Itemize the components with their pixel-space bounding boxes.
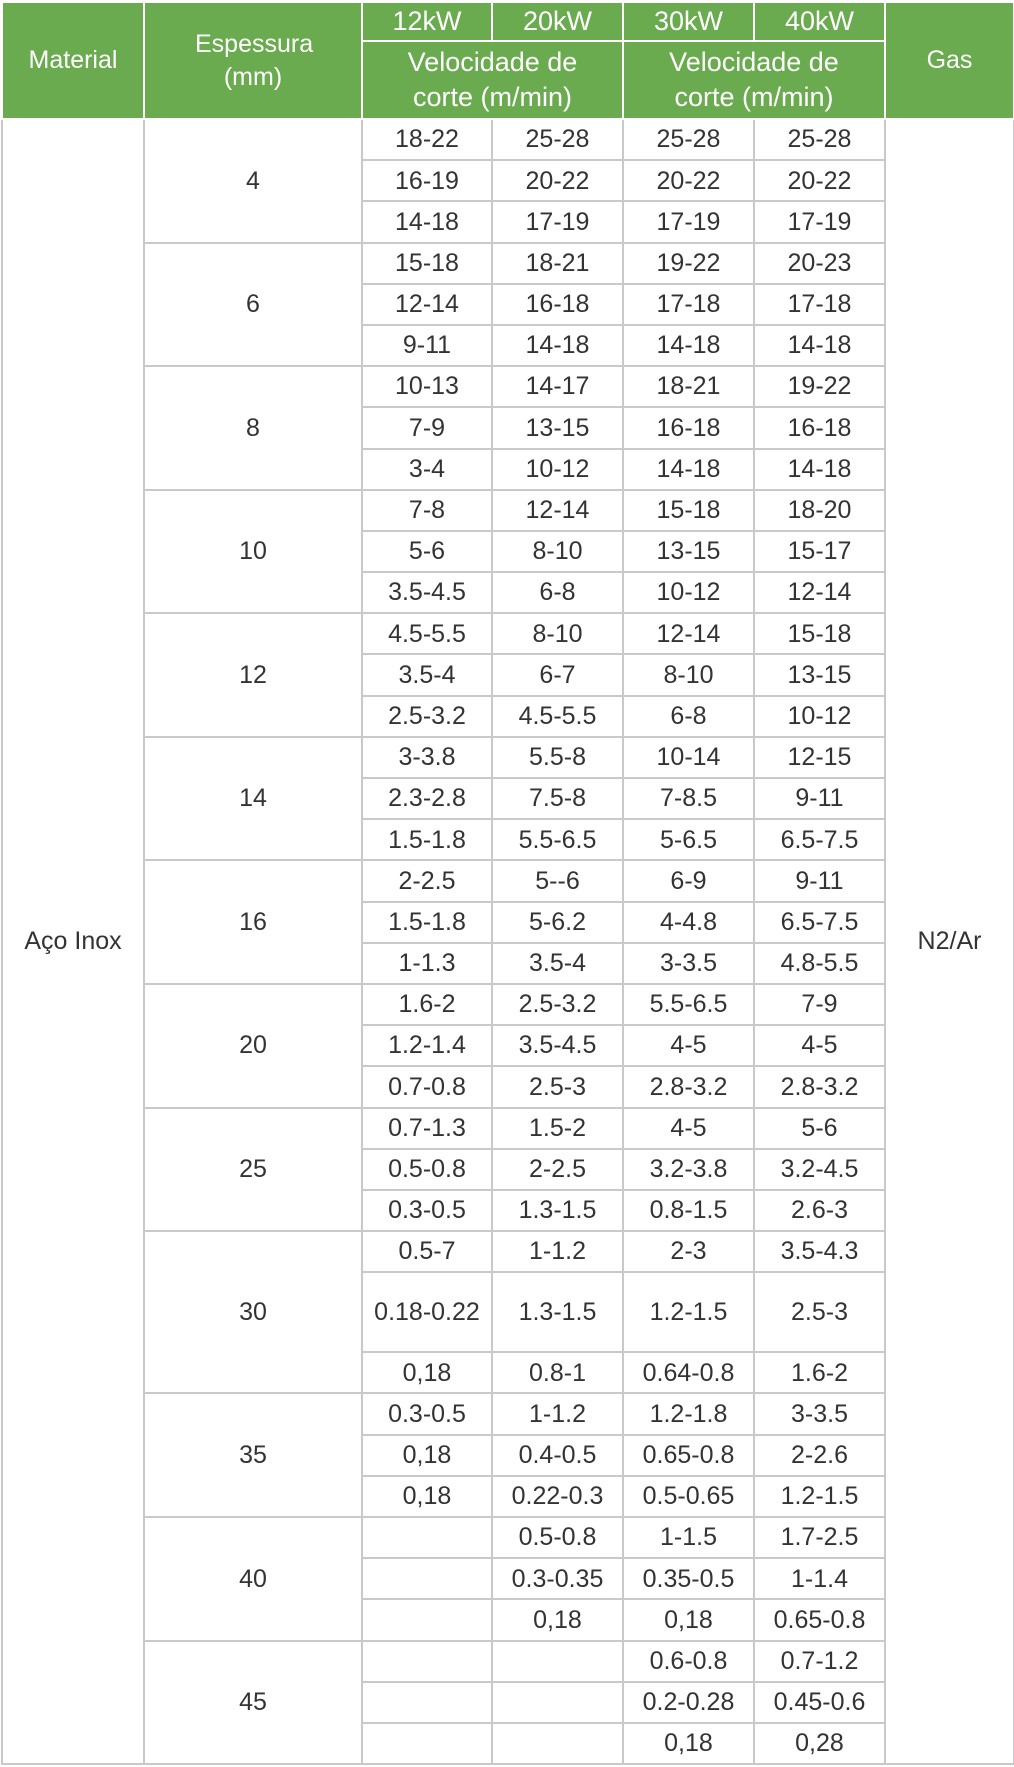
speed-cell: 4.5-5.5 — [362, 613, 492, 654]
speed-cell: 16-19 — [362, 160, 492, 201]
speed-cell: 3.5-4.3 — [754, 1231, 885, 1272]
speed-cell: 16-18 — [754, 407, 885, 448]
speed-cell: 0.8-1.5 — [623, 1190, 754, 1231]
speed-cell: 9-11 — [754, 860, 885, 901]
speed-cell: 7.5-8 — [492, 778, 623, 819]
speed-cell: 3.2-4.5 — [754, 1149, 885, 1190]
speed-cell: 5.5-8 — [492, 737, 623, 778]
speed-cell: 14-18 — [362, 201, 492, 242]
table-row — [2, 737, 1014, 778]
speed-cell: 0.7-0.8 — [362, 1066, 492, 1107]
speed-cell — [492, 1723, 623, 1764]
speed-cell: 2.5-3.2 — [492, 984, 623, 1025]
speed-cell: 6.5-7.5 — [754, 819, 885, 860]
speed-cell: 1.6-2 — [754, 1352, 885, 1393]
speed-cell: 0.8-1 — [492, 1352, 623, 1393]
speed-cell: 0.3-0.5 — [362, 1393, 492, 1434]
thickness-cell: 16 — [144, 860, 362, 984]
table-row — [2, 1393, 1014, 1434]
speed-cell: 12-14 — [754, 572, 885, 613]
speed-cell: 17-19 — [623, 201, 754, 242]
speed-cell: 4-4.8 — [623, 902, 754, 943]
speed-cell: 7-9 — [362, 407, 492, 448]
speed-cell: 2.6-3 — [754, 1190, 885, 1231]
speed-cell: 18-21 — [623, 366, 754, 407]
speed-cell: 1-1.4 — [754, 1558, 885, 1599]
speed-cell — [362, 1558, 492, 1599]
speed-cell: 5.5-6.5 — [623, 984, 754, 1025]
speed-cell: 1-1.2 — [492, 1393, 623, 1434]
speed-cell: 20-22 — [623, 160, 754, 201]
thickness-cell: 6 — [144, 243, 362, 367]
table-row — [2, 613, 1014, 654]
speed-cell: 0,18 — [362, 1435, 492, 1476]
header-speed-b: Velocidade de corte (m/min) — [623, 41, 885, 119]
table-row — [2, 366, 1014, 407]
cutting-speed-table — [1, 1, 1014, 1765]
header-power-40kw: 40kW — [754, 2, 885, 41]
speed-cell: 4-5 — [623, 1108, 754, 1149]
speed-cell: 20-23 — [754, 243, 885, 284]
speed-cell: 17-19 — [754, 201, 885, 242]
speed-cell: 10-12 — [754, 696, 885, 737]
speed-cell: 25-28 — [754, 119, 885, 160]
speed-cell: 5.5-6.5 — [492, 819, 623, 860]
speed-cell: 17-18 — [623, 284, 754, 325]
speed-cell: 9-11 — [754, 778, 885, 819]
speed-cell: 8-10 — [492, 613, 623, 654]
speed-cell: 12-14 — [492, 490, 623, 531]
speed-cell — [362, 1682, 492, 1723]
speed-cell: 5-6 — [754, 1108, 885, 1149]
speed-cell: 10-12 — [492, 449, 623, 490]
speed-cell: 0.22-0.3 — [492, 1476, 623, 1517]
thickness-cell: 45 — [144, 1641, 362, 1765]
speed-cell: 13-15 — [754, 654, 885, 695]
speed-cell: 2.3-2.8 — [362, 778, 492, 819]
speed-cell: 5-6.2 — [492, 902, 623, 943]
speed-cell: 14-18 — [492, 325, 623, 366]
speed-cell: 1.3-1.5 — [492, 1190, 623, 1231]
speed-cell: 15-17 — [754, 531, 885, 572]
speed-cell: 2.5-3 — [492, 1066, 623, 1107]
speed-cell: 20-22 — [754, 160, 885, 201]
thickness-cell: 30 — [144, 1231, 362, 1393]
speed-cell: 2.5-3 — [754, 1272, 885, 1352]
speed-cell: 0.7-1.3 — [362, 1108, 492, 1149]
speed-cell: 3.2-3.8 — [623, 1149, 754, 1190]
speed-cell: 3-3.5 — [754, 1393, 885, 1434]
header-power-20kw: 20kW — [492, 2, 623, 41]
speed-cell: 13-15 — [623, 531, 754, 572]
speed-cell: 0,18 — [623, 1599, 754, 1640]
speed-cell: 25-28 — [623, 119, 754, 160]
thickness-cell: 14 — [144, 737, 362, 861]
speed-cell: 3.5-4.5 — [492, 1025, 623, 1066]
thickness-cell: 40 — [144, 1517, 362, 1641]
speed-cell — [362, 1599, 492, 1640]
speed-cell: 3-4 — [362, 449, 492, 490]
table-row — [2, 1641, 1014, 1682]
speed-cell: 4-5 — [623, 1025, 754, 1066]
speed-cell: 10-13 — [362, 366, 492, 407]
speed-cell: 14-17 — [492, 366, 623, 407]
speed-cell: 2-3 — [623, 1231, 754, 1272]
speed-cell — [492, 1641, 623, 1682]
speed-cell: 2.8-3.2 — [754, 1066, 885, 1107]
speed-cell: 17-19 — [492, 201, 623, 242]
speed-cell: 15-18 — [754, 613, 885, 654]
speed-cell: 15-18 — [362, 243, 492, 284]
speed-cell: 0,18 — [362, 1352, 492, 1393]
speed-cell: 19-22 — [754, 366, 885, 407]
speed-cell: 1.7-2.5 — [754, 1517, 885, 1558]
speed-cell: 12-14 — [623, 613, 754, 654]
speed-cell: 0,18 — [623, 1723, 754, 1764]
speed-cell: 1.3-1.5 — [492, 1272, 623, 1352]
speed-cell: 1.2-1.4 — [362, 1025, 492, 1066]
speed-cell: 1.5-2 — [492, 1108, 623, 1149]
speed-cell: 3.5-4 — [492, 943, 623, 984]
speed-cell: 19-22 — [623, 243, 754, 284]
table-header — [2, 2, 1014, 119]
speed-cell: 0.18-0.22 — [362, 1272, 492, 1352]
speed-cell — [362, 1517, 492, 1558]
thickness-cell: 12 — [144, 613, 362, 737]
header-power-12kw: 12kW — [362, 2, 492, 41]
speed-cell: 0.35-0.5 — [623, 1558, 754, 1599]
thickness-cell: 35 — [144, 1393, 362, 1517]
speed-cell: 5-6.5 — [623, 819, 754, 860]
speed-cell: 0.65-0.8 — [754, 1599, 885, 1640]
speed-cell: 16-18 — [623, 407, 754, 448]
speed-cell: 14-18 — [623, 449, 754, 490]
speed-cell: 4.5-5.5 — [492, 696, 623, 737]
speed-cell: 18-20 — [754, 490, 885, 531]
speed-cell: 0.3-0.5 — [362, 1190, 492, 1231]
speed-cell: 1.2-1.5 — [623, 1272, 754, 1352]
speed-cell: 0,18 — [362, 1476, 492, 1517]
speed-cell: 0.7-1.2 — [754, 1641, 885, 1682]
speed-cell: 1.2-1.5 — [754, 1476, 885, 1517]
speed-cell: 0,18 — [492, 1599, 623, 1640]
speed-cell — [362, 1641, 492, 1682]
speed-cell: 0.64-0.8 — [623, 1352, 754, 1393]
thickness-cell: 4 — [144, 119, 362, 243]
speed-cell: 0.6-0.8 — [623, 1641, 754, 1682]
table-row — [2, 1517, 1014, 1558]
speed-cell: 0.4-0.5 — [492, 1435, 623, 1476]
speed-cell: 0.45-0.6 — [754, 1682, 885, 1723]
speed-cell: 0.2-0.28 — [623, 1682, 754, 1723]
speed-cell: 3-3.8 — [362, 737, 492, 778]
table-row — [2, 860, 1014, 901]
speed-cell: 10-14 — [623, 737, 754, 778]
speed-cell: 1.6-2 — [362, 984, 492, 1025]
speed-cell: 10-12 — [623, 572, 754, 613]
speed-cell: 4.8-5.5 — [754, 943, 885, 984]
table-row — [2, 490, 1014, 531]
speed-cell — [492, 1682, 623, 1723]
speed-cell: 1-1.5 — [623, 1517, 754, 1558]
thickness-cell: 10 — [144, 490, 362, 614]
speed-cell: 13-15 — [492, 407, 623, 448]
speed-cell — [362, 1723, 492, 1764]
speed-cell: 1-1.3 — [362, 943, 492, 984]
speed-cell: 9-11 — [362, 325, 492, 366]
speed-cell: 8-10 — [623, 654, 754, 695]
speed-cell: 7-8 — [362, 490, 492, 531]
speed-cell: 12-14 — [362, 284, 492, 325]
speed-cell: 3-3.5 — [623, 943, 754, 984]
speed-cell: 0,28 — [754, 1723, 885, 1764]
header-power-30kw: 30kW — [623, 2, 754, 41]
speed-cell: 0.65-0.8 — [623, 1435, 754, 1476]
speed-cell: 1.5-1.8 — [362, 902, 492, 943]
table-row — [2, 119, 1014, 160]
speed-cell: 5-6 — [362, 531, 492, 572]
speed-cell: 0.5-7 — [362, 1231, 492, 1272]
speed-cell: 6-9 — [623, 860, 754, 901]
speed-cell: 1.2-1.8 — [623, 1393, 754, 1434]
speed-cell: 25-28 — [492, 119, 623, 160]
speed-cell: 5--6 — [492, 860, 623, 901]
table-row — [2, 984, 1014, 1025]
speed-cell: 3.5-4 — [362, 654, 492, 695]
speed-cell: 2-2.5 — [492, 1149, 623, 1190]
header-material: Material — [2, 2, 144, 119]
speed-cell: 8-10 — [492, 531, 623, 572]
table-row — [2, 243, 1014, 284]
speed-cell: 6-8 — [623, 696, 754, 737]
table-body — [2, 119, 1014, 1764]
speed-cell: 7-9 — [754, 984, 885, 1025]
speed-cell: 0.5-0.65 — [623, 1476, 754, 1517]
speed-cell: 7-8.5 — [623, 778, 754, 819]
speed-cell: 17-18 — [754, 284, 885, 325]
speed-cell: 0.5-0.8 — [362, 1149, 492, 1190]
speed-cell: 2-2.5 — [362, 860, 492, 901]
speed-cell: 14-18 — [754, 325, 885, 366]
speed-cell: 14-18 — [754, 449, 885, 490]
speed-cell: 15-18 — [623, 490, 754, 531]
speed-cell: 18-22 — [362, 119, 492, 160]
table-row — [2, 1108, 1014, 1149]
header-speed-a: Velocidade de corte (m/min) — [362, 41, 623, 119]
speed-cell: 6-7 — [492, 654, 623, 695]
speed-cell: 0.3-0.35 — [492, 1558, 623, 1599]
speed-cell: 1-1.2 — [492, 1231, 623, 1272]
speed-cell: 14-18 — [623, 325, 754, 366]
speed-cell: 4-5 — [754, 1025, 885, 1066]
speed-cell: 16-18 — [492, 284, 623, 325]
thickness-cell: 20 — [144, 984, 362, 1108]
thickness-cell: 8 — [144, 366, 362, 490]
speed-cell: 6-8 — [492, 572, 623, 613]
speed-cell: 12-15 — [754, 737, 885, 778]
speed-cell: 6.5-7.5 — [754, 902, 885, 943]
speed-cell: 2.8-3.2 — [623, 1066, 754, 1107]
header-gas: Gas — [885, 2, 1014, 119]
gas-cell: N2/Ar — [885, 119, 1014, 1764]
speed-cell: 0.5-0.8 — [492, 1517, 623, 1558]
speed-cell: 3.5-4.5 — [362, 572, 492, 613]
speed-cell: 18-21 — [492, 243, 623, 284]
speed-cell: 2-2.6 — [754, 1435, 885, 1476]
speed-cell: 2.5-3.2 — [362, 696, 492, 737]
table-row — [2, 1231, 1014, 1272]
speed-cell: 20-22 — [492, 160, 623, 201]
header-thickness: Espessura (mm) — [144, 2, 362, 119]
thickness-cell: 25 — [144, 1108, 362, 1232]
material-cell: Aço Inox — [2, 119, 144, 1764]
speed-cell: 1.5-1.8 — [362, 819, 492, 860]
